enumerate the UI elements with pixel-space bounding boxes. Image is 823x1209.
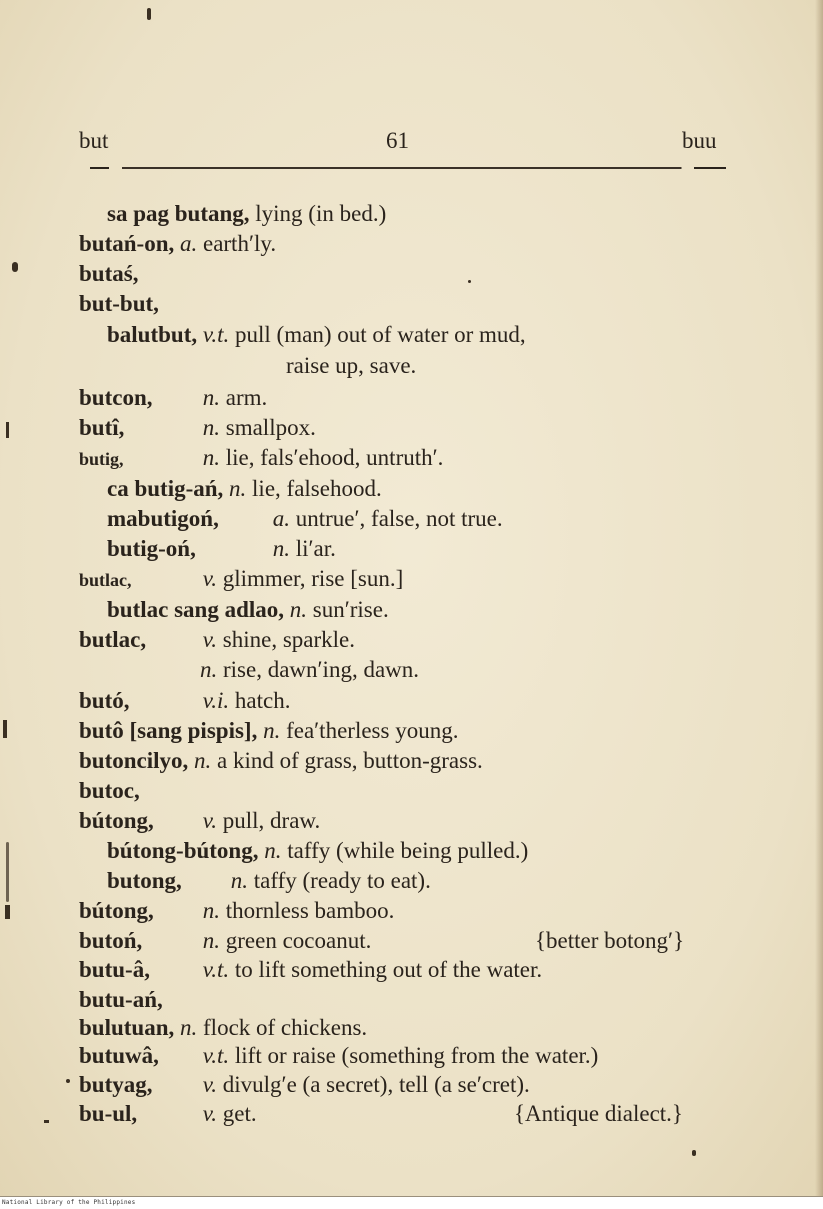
definition: lift or raise (something from the water.)	[234, 1043, 599, 1068]
entry-line	[79, 716, 458, 746]
definition: glimmer, rise [sun.]	[222, 566, 404, 591]
entry-line	[79, 1099, 257, 1129]
definition: untrue′, false, not true.	[295, 506, 503, 531]
part-of-speech: n.	[180, 1015, 198, 1040]
part-of-speech: v.	[202, 627, 218, 652]
headword: butaś,	[79, 261, 139, 286]
part-of-speech: n.	[229, 476, 247, 501]
part-of-speech: a.	[179, 231, 198, 256]
definition: rise, dawn′ing, dawn.	[223, 657, 420, 682]
entry-line	[107, 534, 336, 564]
definition: lie, fals′ehood, untruth′.	[225, 445, 444, 470]
usage-note: {Antique dialect.}	[514, 1101, 683, 1126]
headword: mabutigoń,	[107, 506, 219, 531]
part-of-speech: n.	[289, 597, 308, 622]
definition: divulg′e (a secret), tell (a se′cret).	[222, 1072, 530, 1097]
entry-line	[107, 836, 528, 866]
ink-speck	[3, 720, 7, 738]
running-head-right: buu	[682, 128, 717, 153]
definition: hatch.	[234, 688, 291, 713]
headword: balutbut,	[107, 322, 198, 347]
entry-line	[107, 199, 386, 229]
definition: arm.	[225, 385, 268, 410]
headword: butî,	[79, 415, 125, 440]
ink-speck	[6, 842, 9, 902]
ink-speck	[692, 1150, 696, 1156]
headword: butig-oń,	[107, 536, 196, 561]
definition: a kind of grass, button-grass.	[217, 748, 483, 773]
header-rule	[90, 167, 726, 169]
entry-line	[200, 655, 419, 685]
entry-line	[79, 955, 542, 985]
entry-line	[107, 474, 382, 504]
definition: flock of chickens.	[203, 1015, 368, 1040]
entry-line	[79, 1041, 598, 1071]
ink-speck	[44, 1120, 49, 1123]
headword: butlac,	[79, 627, 147, 652]
page-edge-shadow	[815, 0, 823, 1196]
part-of-speech: n.	[200, 657, 218, 682]
definition: taffy (while being pulled.)	[287, 838, 529, 863]
definition: earth′ly.	[202, 231, 277, 256]
entry-note	[535, 926, 684, 956]
entry-line	[79, 229, 276, 259]
definition: thornless bamboo.	[225, 898, 395, 923]
definition: sun′rise.	[312, 597, 389, 622]
headword: butó,	[79, 688, 130, 713]
headword: sa pag butang,	[107, 201, 250, 226]
headword: bulutuan,	[79, 1015, 175, 1040]
entry-line	[79, 896, 394, 926]
ink-speck	[147, 8, 151, 20]
part-of-speech: v.t.	[202, 957, 230, 982]
entry-line	[79, 383, 267, 413]
part-of-speech: v.	[202, 1072, 218, 1097]
part-of-speech: n.	[272, 536, 290, 561]
headword: butong,	[107, 868, 182, 893]
headword: butu-ań,	[79, 987, 163, 1012]
headword: butuwâ,	[79, 1043, 159, 1068]
headword: butoń,	[79, 928, 143, 953]
headword: butoc,	[79, 778, 140, 803]
entry-line	[107, 320, 526, 350]
entry-note	[514, 1099, 683, 1129]
definition: pull, draw.	[222, 808, 321, 833]
part-of-speech: n.	[194, 748, 212, 773]
headword: but-but,	[79, 291, 159, 316]
part-of-speech: v.	[202, 808, 218, 833]
part-of-speech: n.	[202, 898, 220, 923]
entry-line	[79, 564, 403, 595]
running-head-left: but	[79, 128, 109, 153]
definition: lying (in bed.)	[255, 201, 387, 226]
part-of-speech: v.	[202, 566, 218, 591]
entry-line	[79, 625, 355, 655]
headword: butań-on,	[79, 231, 175, 256]
definition: green cocoanut.	[225, 928, 372, 953]
entry-continuation	[286, 351, 416, 381]
headword: butô [sang pispis],	[79, 718, 258, 743]
entry-line	[107, 866, 431, 896]
headword: butlac sang adlao,	[107, 597, 285, 622]
part-of-speech: a.	[272, 506, 290, 531]
entry-line	[79, 1013, 367, 1043]
ink-speck	[66, 1079, 70, 1083]
definition: shine, sparkle.	[222, 627, 355, 652]
headword: butoncilyo,	[79, 748, 189, 773]
headword: butu-â,	[79, 957, 150, 982]
headword: bútong,	[79, 808, 154, 833]
headword: bútong-bútong,	[107, 838, 259, 863]
entry-line	[79, 443, 443, 474]
entry-line	[79, 686, 290, 716]
ink-speck	[12, 262, 18, 272]
entry-line	[79, 413, 316, 443]
ink-speck	[6, 422, 9, 438]
library-credit: National Library of the Philippines	[2, 1199, 136, 1206]
definition: li′ar.	[295, 536, 336, 561]
headword: butig,	[79, 449, 124, 469]
page-number: 61	[386, 128, 409, 153]
entry-line	[79, 806, 320, 836]
entry-line	[79, 259, 138, 289]
part-of-speech: v.t.	[202, 322, 230, 347]
part-of-speech: n.	[230, 868, 248, 893]
headword: bútong,	[79, 898, 154, 923]
part-of-speech: v.i.	[202, 688, 230, 713]
part-of-speech: v.	[202, 1101, 218, 1126]
definition: lie, falsehood.	[252, 476, 382, 501]
definition-continued: raise up, save.	[286, 353, 417, 378]
definition: taffy (ready to eat).	[253, 868, 431, 893]
headword: bu-ul,	[79, 1101, 138, 1126]
definition: fea′therless young.	[286, 718, 459, 743]
part-of-speech: n.	[263, 718, 281, 743]
usage-note: {better botong′}	[535, 928, 685, 953]
entry-line	[79, 289, 159, 319]
headword: ca butig-ań,	[107, 476, 224, 501]
ink-speck	[5, 905, 10, 919]
part-of-speech: n.	[264, 838, 282, 863]
part-of-speech: v.t.	[202, 1043, 230, 1068]
ink-speck	[468, 280, 471, 283]
entry-line	[79, 776, 140, 806]
entry-line	[79, 1070, 530, 1100]
entry-line	[79, 746, 483, 776]
headword: butlac,	[79, 570, 132, 590]
definition: to lift something out of the water.	[234, 957, 543, 982]
definition: smallpox.	[225, 415, 316, 440]
entry-line	[107, 595, 389, 625]
definition: get.	[222, 1101, 257, 1126]
entry-line	[79, 985, 163, 1015]
part-of-speech: n.	[202, 415, 220, 440]
part-of-speech: n.	[202, 928, 220, 953]
entry-line	[79, 926, 371, 956]
definition: pull (man) out of water or mud,	[235, 322, 526, 347]
headword: butyag,	[79, 1072, 153, 1097]
part-of-speech: n.	[202, 445, 220, 470]
headword: butcon,	[79, 385, 153, 410]
entry-line	[107, 504, 503, 534]
part-of-speech: n.	[202, 385, 220, 410]
